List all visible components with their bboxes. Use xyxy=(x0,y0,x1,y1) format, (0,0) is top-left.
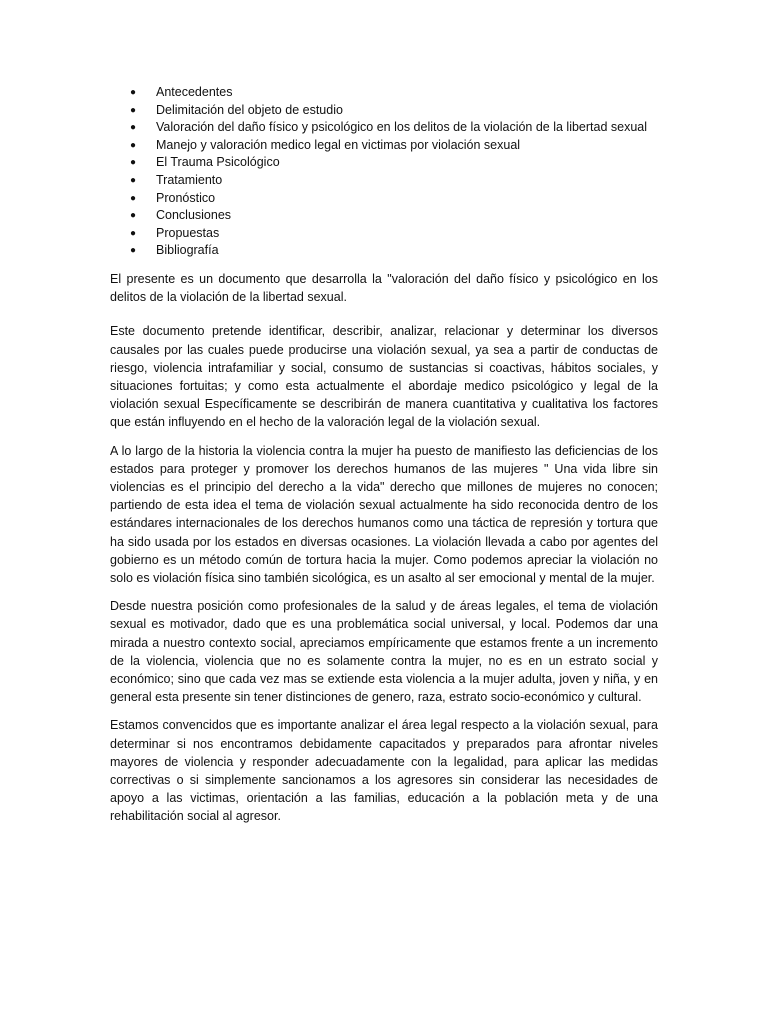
list-item xyxy=(110,154,658,172)
list-item-label: Bibliografía xyxy=(156,243,219,258)
bullet-icon: ● xyxy=(130,139,137,151)
bullet-icon: ● xyxy=(130,227,137,239)
body-paragraph: Este documento pretende identificar, describir, analizar, relacionar y determinar los diversos causales por las cuales puede producirse una violación sexual, ya sea a partir de conductas de riesgo, violencia intrafamiliar y social, consumo de sustancias si coactivas, hábitos sociales, y situaciones fortuitas; y como esta actualmente el abordaje medico psicológico y legal de la violación sexual Específicamente se describirán de manera cuantitativa y cualitativa los factores que están influyendo en el hecho de la valoración legal de la violación sexual. xyxy=(110,324,658,430)
list-item-label: Antecedentes xyxy=(156,85,233,99)
list-item-label: Conclusiones xyxy=(156,208,232,223)
list-item xyxy=(110,137,658,155)
body-paragraph: Desde nuestra posición como profesionales de la salud y de áreas legales, el tema de violación sexual es motivador, dado que es una problemática social universal, y local. Podemos dar una mirada a nuestro contexto social, apreciamos empíricamente que estamos frente a un incremento de la violencia, violencia que no es solamente contra la mujer, no es en un estrato social y económico; sino que cada vez mas se extiende esta violencia a la mujer adulta, joven y niña, y en general esta presente sin tener distinciones de genero, raza, estrato socio-económico y cultural. xyxy=(110,599,658,705)
body-paragraph: Estamos convencidos que es importante analizar el área legal respecto a la violación sexual, para determinar si nos encontramos debidamente capacitados y preparados para afrontar niveles mayores de violencia y responder adecuadamente con la legalidad, para aplicar las medidas correctivas o si simplemente sancionamos a los agresores sin considerar las necesidades de apoyo a las victimas, orientación a las familias, educación a la población meta y de una rehabilitación social al agresor. xyxy=(110,718,658,824)
list-item xyxy=(110,119,658,137)
list-item-label: Delimitación del objeto de estudio xyxy=(156,102,343,117)
body-paragraph: A lo largo de la historia la violencia contra la mujer ha puesto de manifiesto las deficiencias de los estados para proteger y promover los derechos humanos de las mujeres " Una vida libre sin violencias es el principio del derecho a la vida" derecho que millones de mujeres no conocen; partiendo de esta idea el tema de violación sexual actualmente ha sido reconocida dentro de los estándares internacionales de los derechos humanos como una táctica de represión y tortura que ha sido usada por los estados en diversas ocasiones. La violación llevada a cabo por agentes del gobierno es un método común de tortura hacia la mujer. Como podemos apreciar la violación no solo es violación física sino también sicológica, es un asalto al ser emocional y mental de la mujer. xyxy=(110,443,658,585)
list-item xyxy=(110,172,658,190)
list-item xyxy=(110,207,658,225)
list-item-label: Manejo y valoración medico legal en victimas por violación sexual xyxy=(156,137,521,152)
bullet-icon: ● xyxy=(130,174,137,186)
bullet-icon: ● xyxy=(130,122,137,134)
list-item xyxy=(110,242,658,260)
bullet-icon: ● xyxy=(130,192,137,204)
list-item-label: Pronóstico xyxy=(156,190,216,205)
bullet-icon: ● xyxy=(130,157,137,169)
bullet-icon: ● xyxy=(130,210,137,222)
list-item-label: Valoración del daño físico y psicológico en los delitos de la violación de la libertad sexual xyxy=(156,120,648,135)
bullet-icon: ● xyxy=(130,245,137,257)
list-item xyxy=(110,102,658,120)
intro-paragraph: El presente es un documento que desarrolla la "valoración del daño físico y psicológico en los delitos de la violación de la libertad sexual. xyxy=(110,271,658,305)
bullet-icon: ● xyxy=(130,104,137,116)
list-item-label: El Trauma Psicológico xyxy=(156,155,280,170)
document-page xyxy=(110,84,658,836)
list-item xyxy=(110,190,658,208)
list-item xyxy=(110,84,658,102)
list-item-label: Propuestas xyxy=(156,225,220,240)
list-item-label: Tratamiento xyxy=(156,172,223,187)
list-item xyxy=(110,225,658,243)
contents-list xyxy=(110,84,658,260)
bullet-icon: ● xyxy=(130,87,137,98)
